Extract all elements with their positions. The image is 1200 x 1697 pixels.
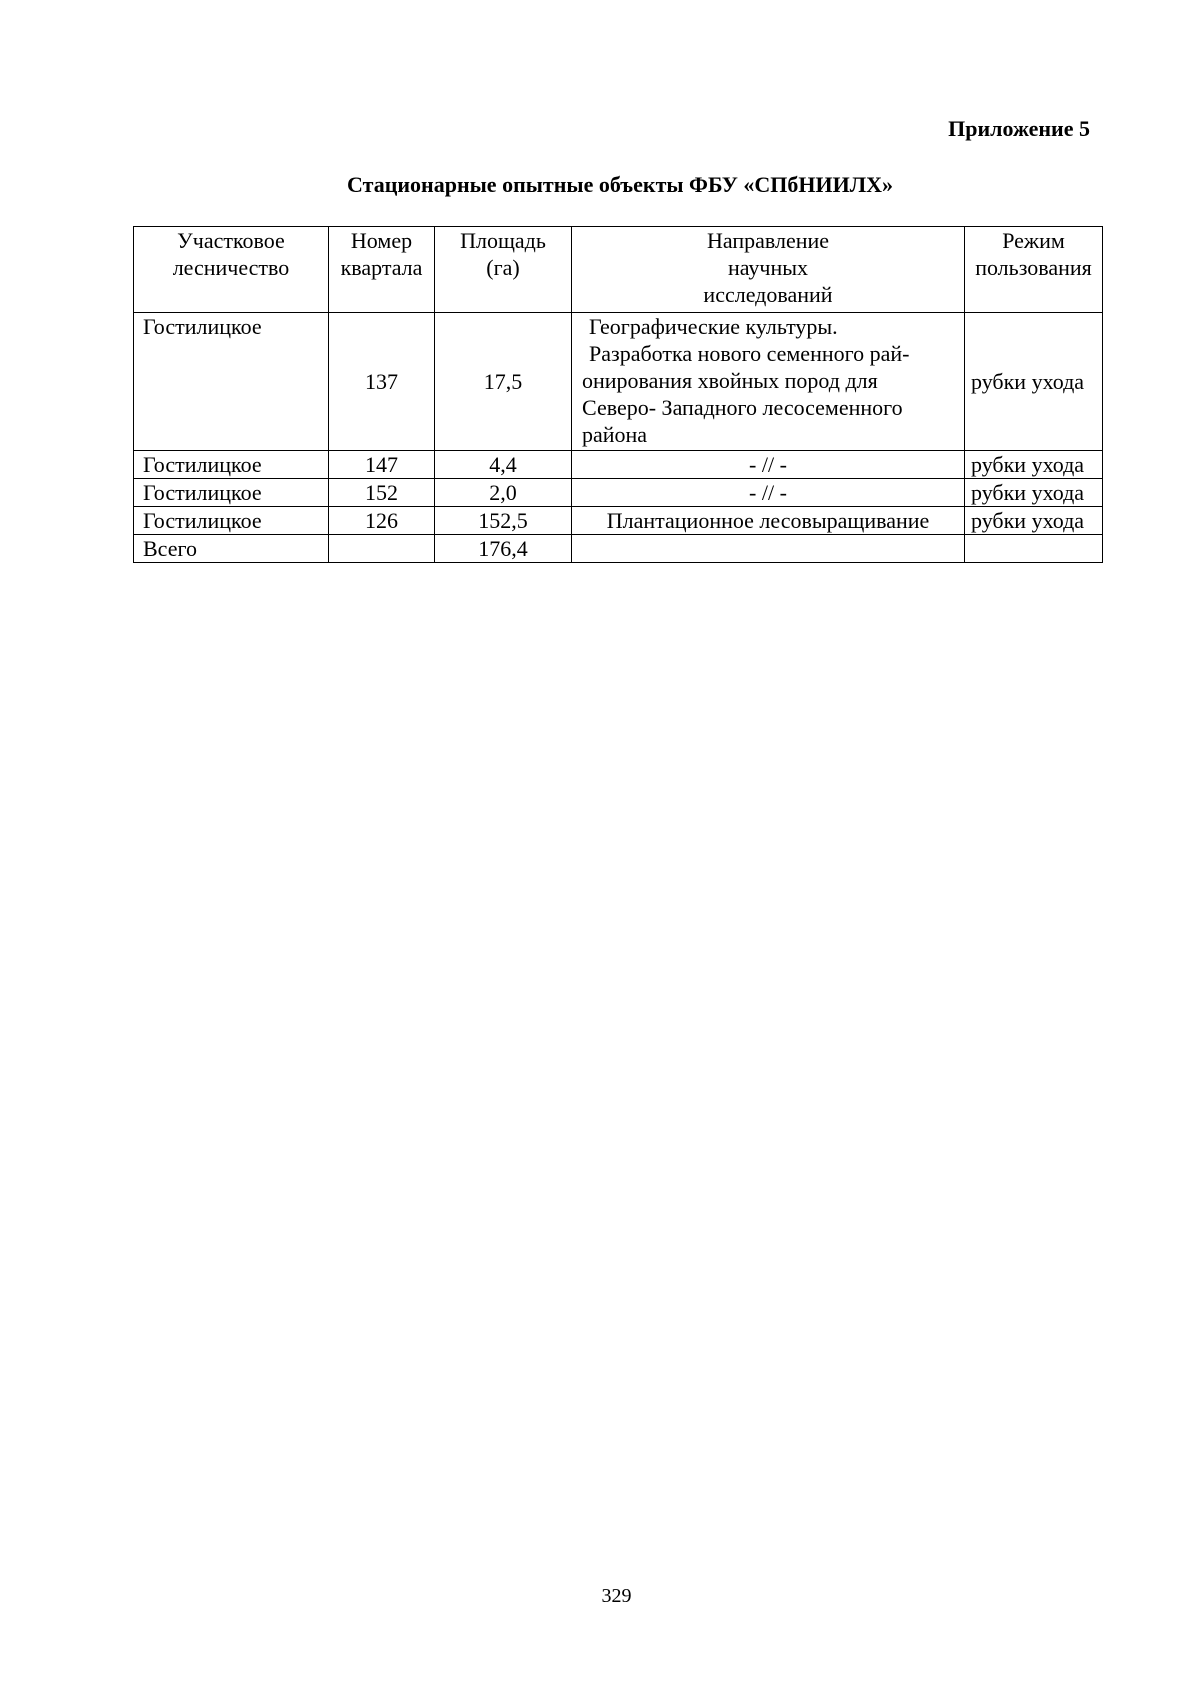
cell-quarter: 126 [329, 507, 435, 535]
cell-direction: - // - [572, 451, 965, 479]
cell-area: 4,4 [435, 451, 572, 479]
cell-total-quarter [329, 535, 435, 563]
table-total-row [134, 535, 1103, 563]
table-row [134, 479, 1103, 507]
page-number: 329 [601, 1585, 632, 1607]
cell-mode: рубки ухода [965, 313, 1103, 451]
direction-line: Разработка нового семенного рай- [589, 341, 910, 366]
cell-total-label: Всего [134, 535, 329, 563]
table-row [134, 507, 1103, 535]
cell-forestry: Гостилицкое [134, 507, 329, 535]
column-header-mode: Режим пользования [965, 227, 1103, 313]
column-header-area: Площадь (га) [435, 227, 572, 313]
cell-area: 152,5 [435, 507, 572, 535]
table-header-row [134, 227, 1103, 313]
cell-mode: рубки ухода [965, 507, 1103, 535]
direction-line: онирования хвойных пород для [582, 368, 878, 393]
direction-line: Северо- Западного лесосеменного [582, 395, 903, 420]
cell-total-area: 176,4 [435, 535, 572, 563]
experimental-objects-table [133, 226, 1103, 563]
column-header-forestry: Участковое лесничество [134, 227, 329, 313]
cell-forestry: Гостилицкое [134, 451, 329, 479]
cell-forestry: Гостилицкое [134, 313, 329, 451]
cell-forestry: Гостилицкое [134, 479, 329, 507]
table-row [134, 313, 1103, 451]
cell-direction: Плантационное лесовыращивание [572, 507, 965, 535]
cell-mode: рубки ухода [965, 451, 1103, 479]
cell-total-mode [965, 535, 1103, 563]
cell-quarter: 137 [329, 313, 435, 451]
cell-quarter: 147 [329, 451, 435, 479]
cell-area: 17,5 [435, 313, 572, 451]
table-row [134, 451, 1103, 479]
cell-quarter: 152 [329, 479, 435, 507]
column-header-quarter: Номер квартала [329, 227, 435, 313]
cell-total-direction [572, 535, 965, 563]
column-header-direction: Направление научных исследований [572, 227, 965, 313]
cell-area: 2,0 [435, 479, 572, 507]
appendix-label: Приложение 5 [948, 116, 1090, 141]
cell-direction [572, 313, 965, 451]
direction-line: Географические культуры. [589, 314, 838, 339]
direction-line: района [582, 422, 648, 447]
cell-direction: - // - [572, 479, 965, 507]
cell-mode: рубки ухода [965, 479, 1103, 507]
document-title: Стационарные опытные объекты ФБУ «СПбНИИЛХ» [347, 172, 893, 197]
